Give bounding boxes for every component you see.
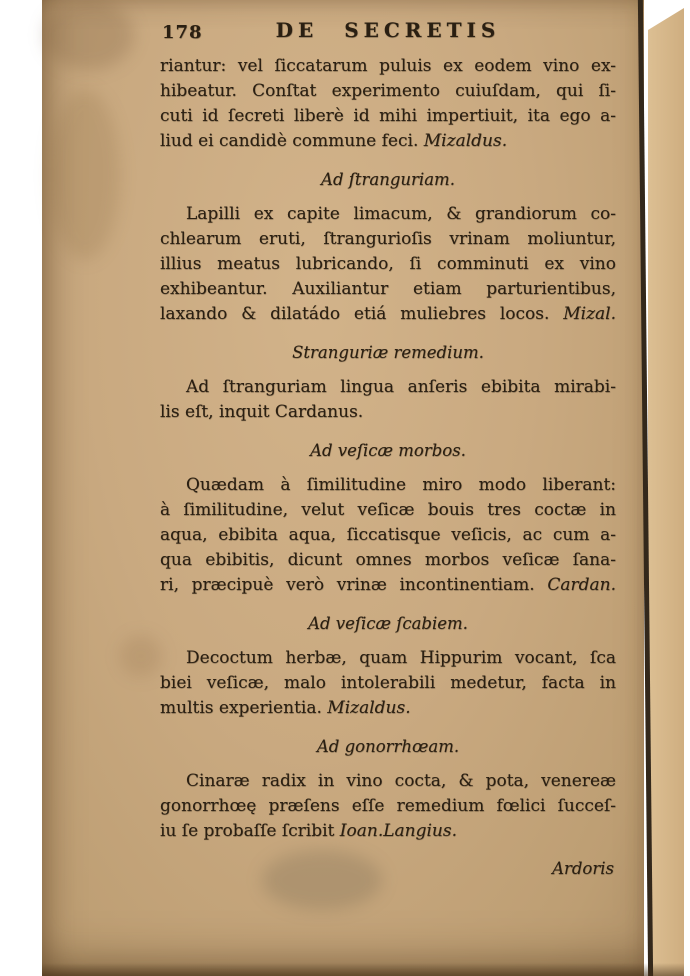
line-text: riantur: vel ſiccatarum puluis ex eodem vino ex- (160, 56, 616, 76)
line-text: laxando & dilatádo etiá muliebres locos. (160, 304, 550, 324)
text-line (160, 548, 616, 573)
section-heading: Ad veſicæ morbos. (310, 441, 466, 460)
section (160, 611, 616, 721)
page-header (160, 18, 616, 50)
text-line (160, 129, 616, 154)
page-bottom-shadow (42, 963, 684, 976)
line-text: multis experientia. (160, 698, 322, 718)
section-heading: Ad gonorrhœam. (316, 737, 460, 756)
text-line (160, 671, 616, 696)
line-text: Quædam à ſimilitudine miro modo liberant: (186, 475, 616, 495)
text-line (160, 252, 616, 277)
section (160, 340, 616, 425)
section (160, 167, 616, 327)
paper-stain (120, 635, 162, 677)
sections-container (160, 54, 616, 844)
text-line (160, 523, 616, 548)
paper-stain (44, 0, 134, 70)
text-line (160, 794, 616, 819)
text-line (160, 696, 616, 721)
text-line (160, 277, 616, 302)
catchword: Ardoris (552, 859, 614, 878)
line-text: ri, præcipuè verò vrinæ incontinentiam. (160, 575, 535, 595)
section-heading: Ad ſtranguriam. (321, 170, 455, 189)
text-line (160, 498, 616, 523)
citation: Cardan. (547, 575, 616, 595)
citation: Mizaldus. (423, 131, 508, 151)
text-line (160, 573, 616, 598)
line-text: Decoctum herbæ, quam Hippurim vocant, ſca (186, 648, 616, 668)
citation: Mizal. (563, 304, 616, 324)
page-number: 178 (162, 22, 203, 43)
text-block (160, 18, 616, 881)
line-text: hibeatur. Conſtat experimento cuiuſdam, qui ſi- (160, 81, 616, 101)
section (160, 438, 616, 598)
section (160, 734, 616, 844)
line-text: à ſimilitudine, velut veſicæ bouis tres coctæ in (160, 500, 616, 520)
line-text: liud ei candidè commune feci. (160, 131, 419, 151)
line-text: Cinaræ radix in vino cocta, & pota, venereæ (186, 771, 616, 791)
text-line (160, 473, 616, 498)
section-heading: Stranguriæ remedium. (292, 343, 484, 362)
paper-stain (50, 90, 120, 260)
line-text: aqua, ebibita aqua, ſiccatisque veſicis, ac cum a- (160, 525, 616, 545)
running-header: DE SECRETIS (275, 18, 501, 42)
text-line (160, 819, 616, 844)
line-text: exhibeantur. Auxiliantur etiam parturientibus, (160, 279, 616, 299)
book-page-paper (42, 0, 644, 976)
text-line (160, 54, 616, 79)
line-text: iu ſe probaſſe ſcribit (160, 821, 335, 841)
citation: Mizaldus. (327, 698, 411, 718)
line-text: lis eſt, inquit Cardanus. (160, 402, 364, 422)
text-line (160, 79, 616, 104)
text-line (160, 202, 616, 227)
section (160, 54, 616, 154)
section-heading: Ad veſicæ ſcabiem. (308, 614, 468, 633)
line-text: illius meatus lubricando, ſi comminuti ex vino (160, 254, 616, 274)
citation: Ioan.Langius. (339, 821, 458, 841)
text-line (160, 400, 616, 425)
text-line (160, 769, 616, 794)
line-text: cuti id ſecreti liberè id mihi impertiuit, ita ego a- (160, 106, 616, 126)
adjacent-page-edge (648, 0, 684, 976)
text-line (160, 302, 616, 327)
line-text: Lapilli ex capite limacum, & grandiorum co- (186, 204, 616, 224)
line-text: Ad ſtranguriam lingua anſeris ebibita mirabi- (186, 377, 616, 397)
line-text: biei veſicæ, malo intolerabili medetur, facta in (160, 673, 616, 693)
line-text: qua ebibitis, dicunt omnes morbos veſicæ ſana- (160, 550, 616, 570)
text-line (160, 104, 616, 129)
line-text: gonorrhœę præſens eſſe remedium fœlici ſucceſ- (160, 796, 616, 816)
text-line (160, 646, 616, 671)
line-text: chlearum eruti, ſtrangurioſis vrinam moliuntur, (160, 229, 616, 249)
text-line (160, 375, 616, 400)
text-line (160, 227, 616, 252)
